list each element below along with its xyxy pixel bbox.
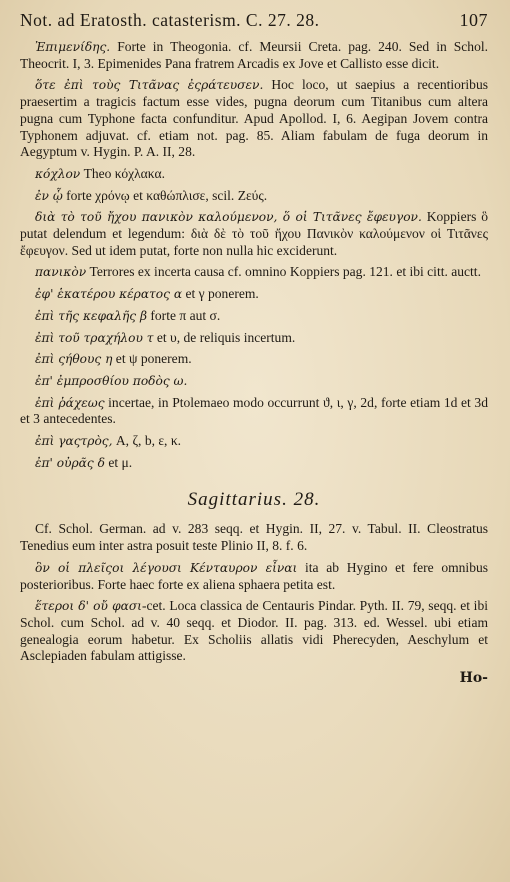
- section-title: Sagittarius. 28.: [187, 489, 321, 511]
- note-paragraph: [20, 433, 488, 450]
- notes-body-sagittarius: [20, 521, 488, 665]
- greek-lemma: πανικὸν: [35, 265, 87, 280]
- notes-body: [20, 39, 488, 471]
- running-header: [20, 10, 488, 31]
- greek-lemma: ἐν ᾧ: [35, 188, 63, 203]
- page-number: 107: [459, 10, 488, 30]
- header-title: Not. ad Eratosth. catasterism. C. 27. 28.: [20, 10, 320, 30]
- catchword: Ho-: [459, 670, 488, 687]
- note-paragraph: [20, 166, 488, 183]
- greek-lemma: ὅτε ἐπὶ τοὺς Τιτᾶνας ἐςράτευσεν.: [35, 78, 264, 93]
- note-text: forte π aut σ.: [147, 307, 221, 323]
- note-paragraph: [20, 560, 488, 593]
- greek-lemma: ἐπὶ γαςτρὸς,: [35, 434, 113, 449]
- note-text: et γ ponerem.: [182, 286, 259, 302]
- note-text: Koppiers ὃ putat delendum et legendum: διὰ δὲ τὸ τοῦ ἤχου Πανικὸν καλούμενον οἱ Τιτᾶνες ἔφευγον. Sed ut idem putat, forte non nulla hic exciderunt.: [20, 209, 488, 258]
- note-text: Cf. Schol. German. ad v. 283 seqq. et Hygin. II, 27. v. Tabul. II. Cleostratus Tenedius eum inter astra posuit teste Plinio II, 8. f. 6.: [20, 521, 488, 554]
- greek-lemma: ἐπὶ ῥάχεως: [35, 395, 105, 410]
- note-paragraph: [20, 264, 488, 281]
- note-paragraph: [20, 521, 488, 554]
- note-paragraph: [20, 330, 488, 347]
- greek-lemma: ἐφ' ἑκατέρου κέρατος α: [35, 287, 183, 302]
- greek-lemma: ὃν οἱ πλεῖςοι λέγουσι Κένταυρον εἶναι: [35, 560, 298, 575]
- note-paragraph: [20, 308, 488, 325]
- greek-lemma: διὰ τὸ τοῦ ἤχου πανικὸν καλούμενον, ὅ οἱ Τιτᾶνες ἔφευγον.: [35, 210, 422, 225]
- note-text: et υ, de reliquis incertum.: [153, 329, 296, 345]
- note-paragraph: [20, 395, 488, 428]
- note-text: et ψ ponerem.: [112, 351, 192, 367]
- note-paragraph: [20, 598, 488, 665]
- note-text: A, ζ, b, ε, κ.: [112, 433, 182, 449]
- note-text: Hoc loco, ut saepius a recentioribus praesertim a tragicis factum esse vides, pugna deorum cum Titanibus cum altera pugna cum Typhone facta confunditur. Apud Apollod. I, 6. Aegipan Jovem contra Typhonem adjuvat. cf. etiam not. pag. 85. Aliam fabulam de fuga deorum in Aegyptum v. Hygin. P. A. II, 28.: [20, 77, 489, 160]
- note-paragraph: [20, 77, 488, 161]
- note-paragraph: [20, 351, 488, 368]
- note-paragraph: [20, 286, 488, 303]
- note-text: incertae, in Ptolemaeo modo occurrunt ϑ, ι, γ, 2d, forte etiam 1d et 3d et 3 antecedentes.: [20, 394, 488, 427]
- note-text: et μ.: [104, 454, 133, 470]
- note-paragraph: [20, 373, 488, 390]
- greek-lemma: ἐπὶ τῆς κεφαλῆς β: [35, 308, 148, 323]
- greek-lemma: κόχλον: [35, 166, 81, 181]
- note-text: Forte in Theogonia. cf. Meursii Creta. pag. 240. Sed in Schol. Theocrit. I, 3. Epimenides Pana fratrem Arcadis ex Jove et Callisto esse dicit.: [20, 39, 488, 71]
- note-paragraph: [20, 455, 488, 472]
- note-paragraph: [20, 39, 488, 72]
- note-text: forte χρόνῳ et καθώπλισε, scil. Ζεύς.: [62, 187, 268, 203]
- note-text: Theo κόχλακα.: [80, 165, 165, 181]
- greek-lemma: ἐπ' ἐμπροσθίου ποδὸς ω.: [35, 373, 188, 388]
- greek-lemma: ἐπ' οὐρᾶς δ: [35, 455, 105, 470]
- note-text: ita ab Hygino et fere omnibus posterioribus. Forte haec forte ex aliena sphaera petita est.: [20, 559, 489, 592]
- greek-lemma: ἕτεροι δ' οὔ φασι: [35, 599, 142, 614]
- greek-lemma: ἐπὶ τοῦ τραχήλου τ: [35, 330, 154, 345]
- greek-lemma: ἐπὶ ςήθους η: [35, 352, 113, 367]
- note-paragraph: [20, 188, 488, 205]
- note-paragraph: [20, 209, 488, 259]
- note-text: -cet. Loca classica de Centauris Pindar. Pyth. II. 79, seqq. et ibi Schol. cum Schol. ad v. 40 seqq. et Diodor. II. pag. 313. ed. Wessel. ubi etiam genealogia eorum habetur. Ex Scholiis allatis vidi Pherecyden, Aeschylum et Asclepiaden fabulam attigisse.: [20, 598, 488, 664]
- greek-lemma: Ἐπιμενίδης.: [35, 40, 111, 54]
- note-text: Terrores ex incerta causa cf. omnino Koppiers pag. 121. et ibi citt. auctt.: [86, 264, 481, 280]
